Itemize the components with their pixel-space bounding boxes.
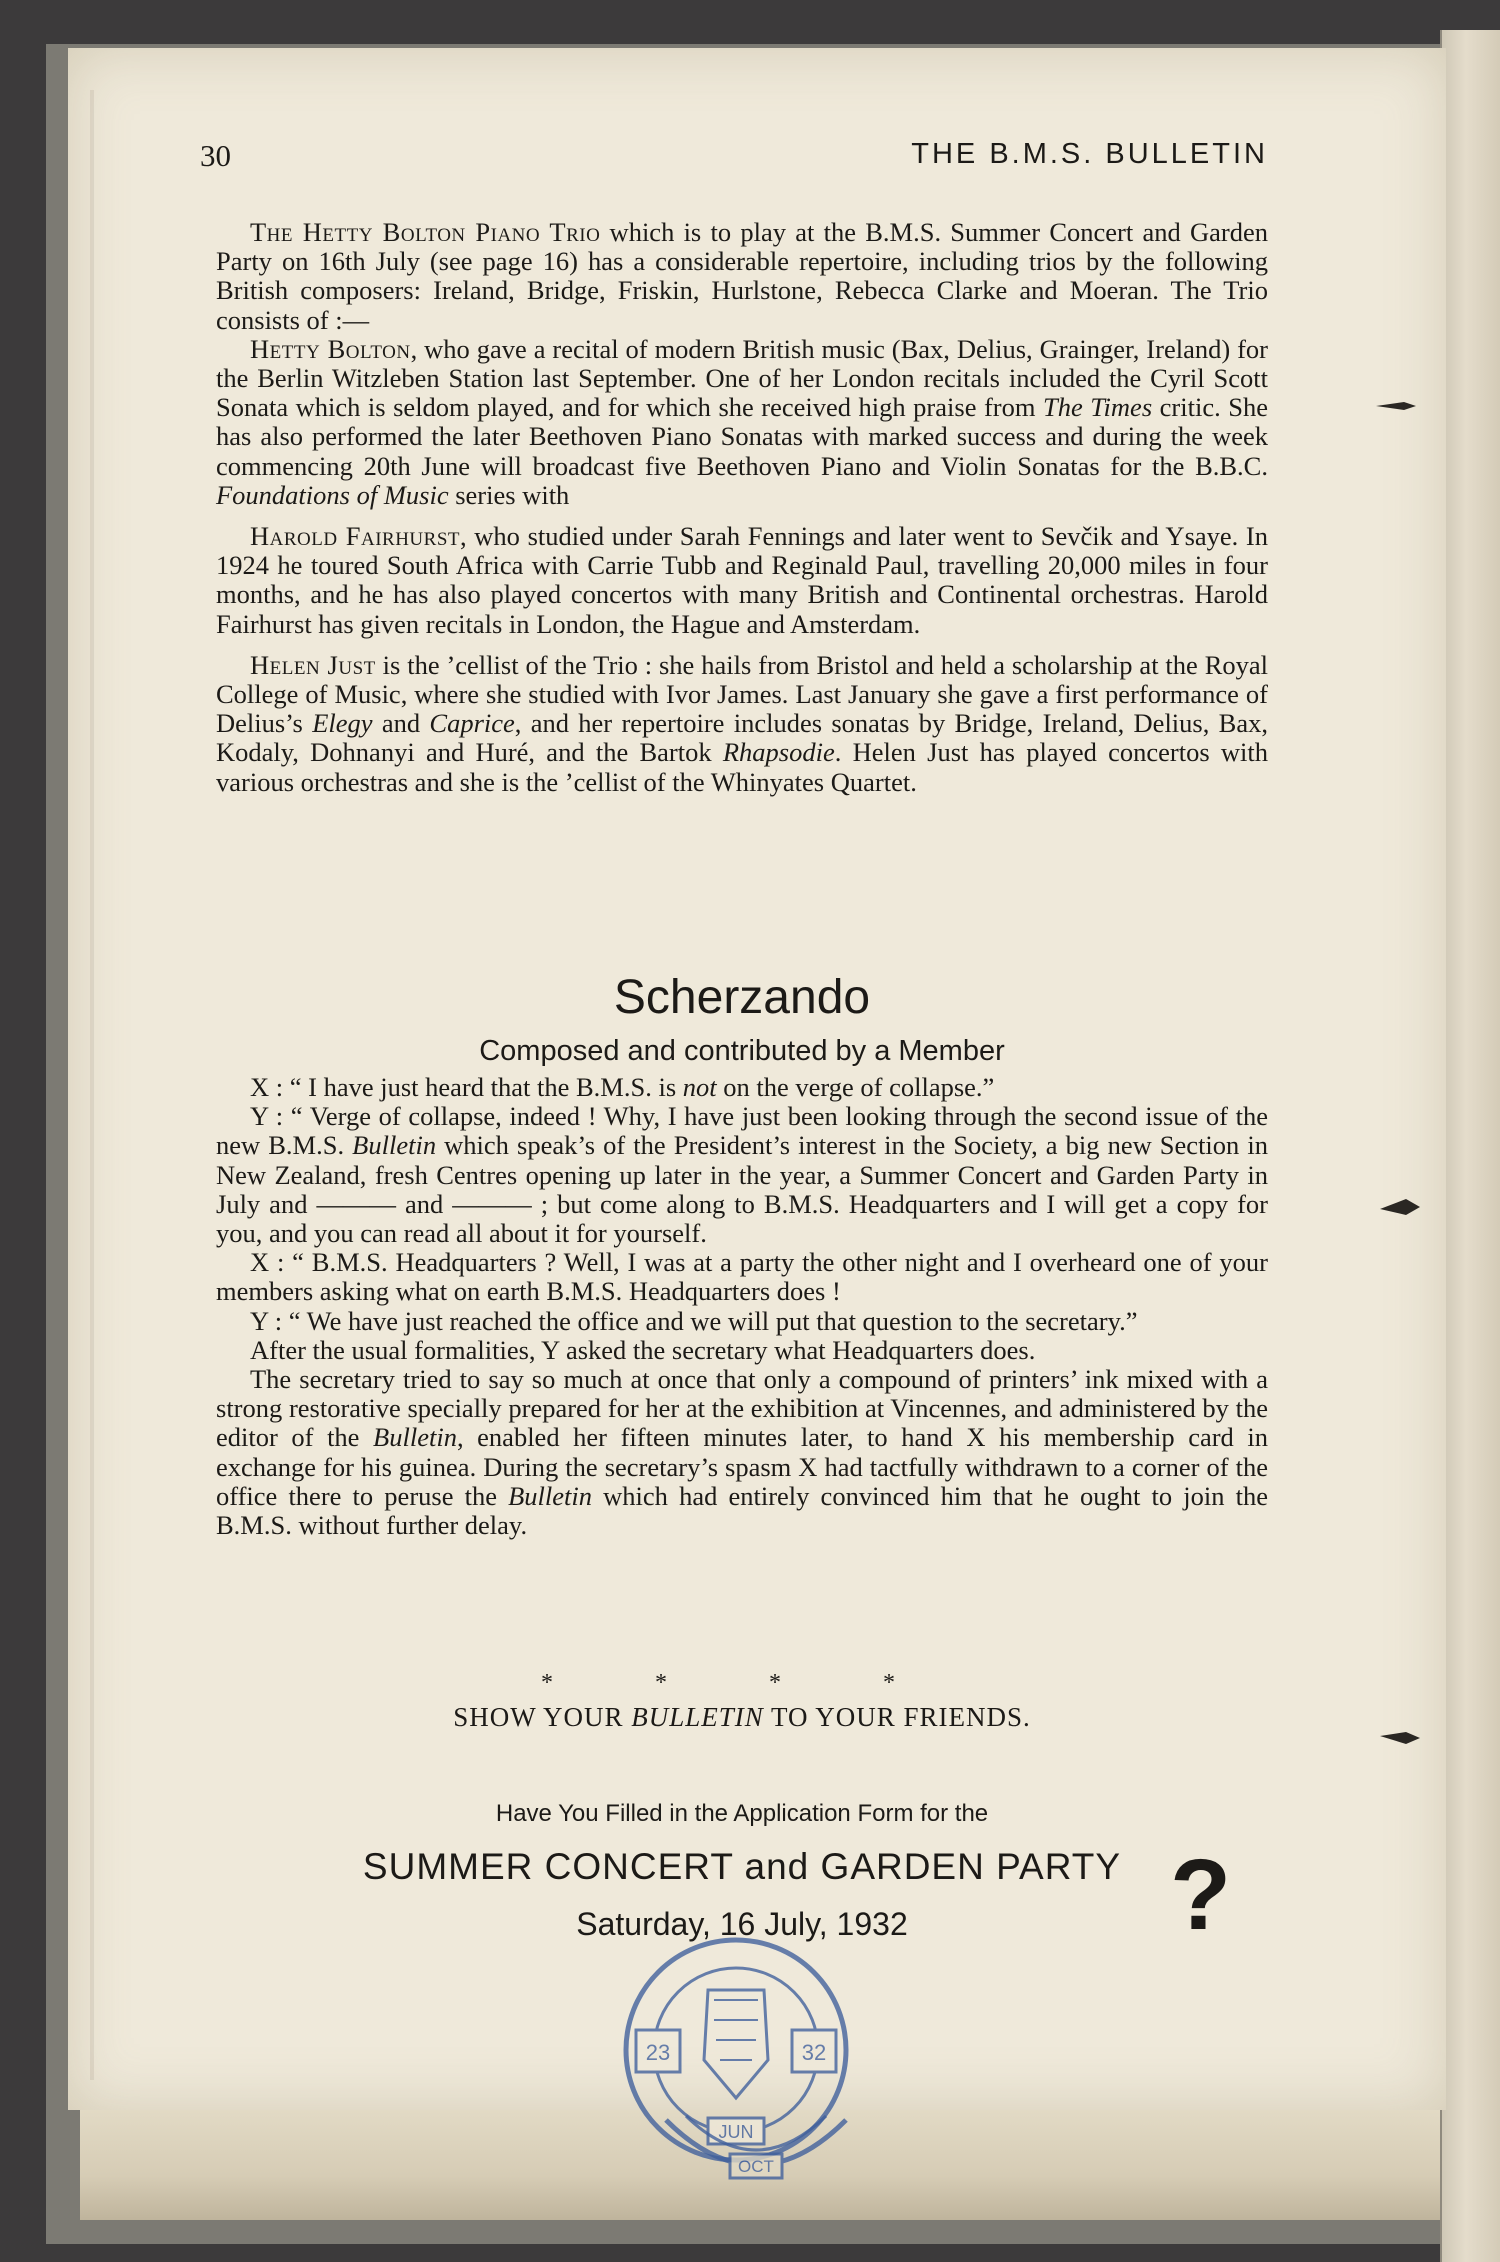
- trio-article: [216, 218, 1268, 797]
- scherzando-subtitle: Composed and contributed by a Member: [479, 1035, 1005, 1067]
- trio-intro-text: which is to play at the B.M.S. Summer Concert and Garden Party on 16th July (see page 16) has a considerable repertoire, including trios by the following British composers: Ireland, Bridge, Friskin, Hurlstone, Rebecca Clarke and Moeran. The Trio consists of :—: [216, 217, 1268, 335]
- just-text-c: . Helen Just has played concertos with various orchestras and she is the ’cellist of the Whinyates Quartet.: [216, 737, 1268, 797]
- p2-text-c: which had entirely convinced him that he ought to join the B.M.S. without further delay.: [216, 1480, 1268, 1541]
- dialog-x2: X : “ B.M.S. Headquarters ? Well, I was at a party the other night and I overheard one of your members asking what on earth B.M.S. Headquarters does !: [216, 1247, 1268, 1307]
- stamp-left-num: 23: [645, 2040, 671, 2065]
- times-title: The Times: [1043, 392, 1153, 423]
- bolton-text-c: series with: [448, 479, 570, 510]
- x1-text-b: on the verge of collapse.”: [716, 1072, 995, 1102]
- y1-text-b: which speak’s of the President’s interest in the Society, a big new Section in New Zealand, fresh Centres opening up later in the year, a Summer Concert and Garden Party in July and ——— and ——— ; but come along to B.M.S. Headquarters and I will get a copy for you, and you can read all about it for yourself.: [216, 1130, 1268, 1249]
- bolton-paragraph: [216, 335, 1268, 510]
- dialog-y1: [216, 1102, 1268, 1248]
- formalities-paragraph: After the usual formalities, Y asked the secretary what Headquarters does.: [250, 1334, 1036, 1365]
- binding-pin-1: [1376, 394, 1416, 418]
- show-bulletin: BULLETIN: [631, 1702, 764, 1732]
- stamp-month: JUN: [718, 2122, 754, 2142]
- advert-line-1: Have You Filled in the Application Form for the: [495, 1800, 989, 1827]
- page-number: 30: [200, 138, 231, 173]
- just-paragraph: [216, 651, 1268, 797]
- section-stars: * * * *: [541, 1670, 943, 1696]
- p2-bulletin-2: Bulletin: [508, 1480, 593, 1511]
- bolton-name: Hetty Bolton: [250, 333, 411, 364]
- x1-text-a: X : “ I have just heard that the B.M.S. is: [250, 1072, 683, 1102]
- binding-pin-2: [1380, 1195, 1420, 1219]
- dialog-y2: Y : “ We have just reached the office and we will put that question to the secretary.”: [250, 1305, 1138, 1336]
- foundations-title: Foundations of Music: [216, 479, 449, 510]
- show-text-b: TO YOUR FRIENDS.: [763, 1702, 1031, 1732]
- just-text-b: , and her repertoire includes sonatas by Bridge, Ireland, Delius, Bax, Kodaly, Dohnanyi and Huré, and the Bartok: [216, 708, 1268, 768]
- fairhurst-paragraph: [216, 522, 1268, 639]
- binding-pin-3: [1380, 1726, 1420, 1750]
- lower-stamp: [656, 2110, 856, 2190]
- elegy-title: Elegy: [312, 708, 373, 739]
- bolton-text-a: , who gave a recital of modern British music (Bax, Delius, Grainger, Ireland) for the Berlin Witzleben Station last September. One of her London recitals included the Cyril Scott Sonata which is seldom played, and for which she received high praise from: [216, 333, 1269, 423]
- y1-text-a: Y : “ Verge of collapse, indeed ! Why, I have just been looking through the second issue of the new B.M.S.: [216, 1101, 1268, 1161]
- show-bulletin-line: [216, 1702, 1268, 1733]
- trio-intro-paragraph: [216, 218, 1268, 335]
- p2-text-a: The secretary tried to say so much at once that only a compound of printers’ ink mixed with a strong restorative specially prepared for her at the exhibition at Vincennes, and administered by the editor of the: [216, 1364, 1268, 1453]
- fairhurst-text: , who studied under Sarah Fennings and later went to Sevčik and Ysaye. In 1924 he toured South Africa with Carrie Tubb and Reginald Paul, travelling 20,000 miles in four months, and he has also played concertos with many British and Continental orchestras. Harold Fairhurst has given recitals in London, the Hague and Amsterdam.: [216, 521, 1269, 639]
- scherzando-dialog: [216, 1073, 1268, 1540]
- p2-text-b: , enabled her fifteen minutes later, to hand X his membership card in exchange for his guinea. During the secretary’s spasm X had tactfully withdrawn to a corner of the office there to peruse the: [216, 1422, 1268, 1511]
- secretary-paragraph: [216, 1365, 1268, 1540]
- next-page-edge: [1440, 30, 1500, 2262]
- show-text-a: SHOW YOUR: [453, 1702, 632, 1732]
- x1-not: not: [682, 1072, 717, 1102]
- trio-name: The Hetty Bolton Piano Trio: [250, 217, 601, 247]
- advert-line-2: SUMMER CONCERT and GARDEN PARTY: [362, 1846, 1122, 1887]
- caprice-title: Caprice: [429, 708, 515, 739]
- fairhurst-name: Harold Fairhurst: [250, 521, 460, 552]
- question-mark: ?: [1170, 1839, 1232, 1951]
- just-name: Helen Just: [250, 649, 376, 680]
- p2-bulletin: Bulletin: [373, 1422, 457, 1453]
- just-and: and: [372, 708, 430, 739]
- bolton-text-b: critic. She has also performed the later Beethoven Piano Sonatas with marked success and during the week commencing 20th June will broadcast five Beethoven Piano and Violin Sonatas for the B.B.C.: [216, 392, 1268, 481]
- rhapsodie-title: Rhapsodie: [722, 737, 835, 768]
- y1-bulletin: Bulletin: [352, 1130, 437, 1161]
- stamp-right-num: 32: [801, 2040, 827, 2065]
- dialog-x1: [216, 1073, 1268, 1102]
- scherzando-title: Scherzando: [613, 971, 871, 1024]
- advert-line-3: Saturday, 16 July, 1932: [576, 1906, 908, 1942]
- just-text-a: is the ’cellist of the Trio : she hails from Bristol and held a scholarship at the Royal College of Music, where she studied with Ivor James. Last January she gave a first performance of Delius’s: [216, 649, 1268, 739]
- running-title: THE B.M.S. BULLETIN: [911, 138, 1268, 170]
- page-fold: [90, 90, 94, 2080]
- lower-stamp-month: OCT: [738, 2157, 774, 2176]
